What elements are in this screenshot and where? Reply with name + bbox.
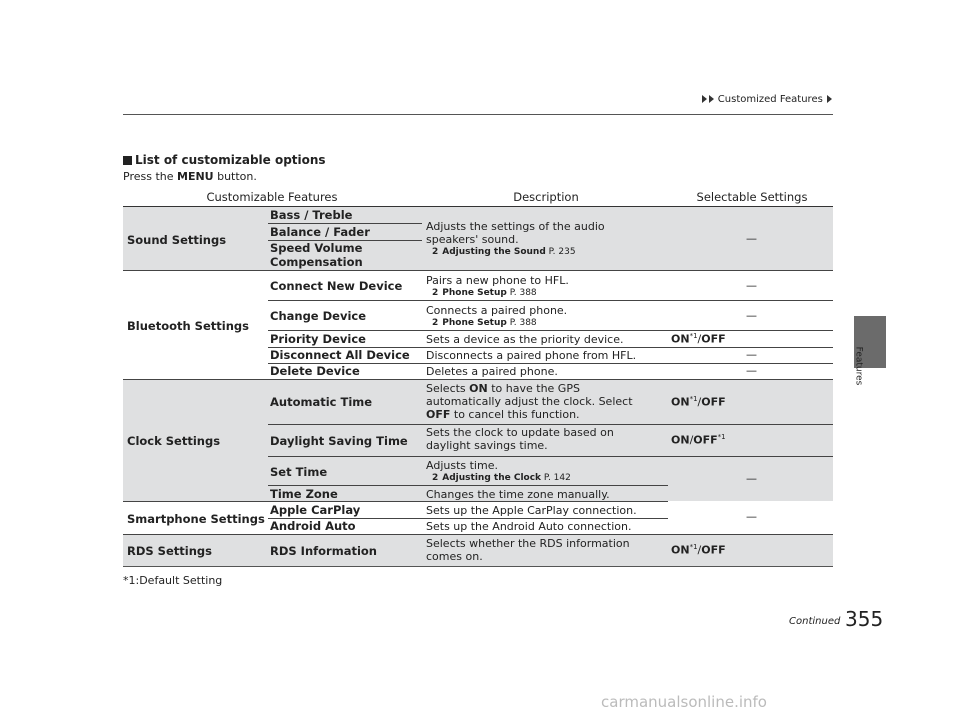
watermark: carmanualsonline.info bbox=[601, 693, 767, 711]
feature-change-device: Change Device bbox=[270, 309, 367, 323]
section-tab-label: Features bbox=[853, 346, 864, 386]
row-divider bbox=[268, 424, 833, 425]
feature-bass-treble: Bass / Treble bbox=[270, 208, 353, 222]
feature-speed-volume-compensation: Speed Volume Compensation bbox=[270, 241, 363, 269]
reference-arrow-icon: 2 bbox=[432, 473, 439, 483]
setting-dash: — bbox=[746, 279, 757, 292]
feature-delete-device: Delete Device bbox=[270, 364, 360, 378]
category-bluetooth-settings: Bluetooth Settings bbox=[127, 319, 249, 333]
intro-text: Press the MENU button. bbox=[123, 170, 257, 183]
row-divider bbox=[268, 300, 833, 301]
section-title: List of customizable options bbox=[123, 153, 326, 167]
reference-adjusting-sound[interactable]: 2 Adjusting the Sound P. 235 bbox=[432, 247, 576, 257]
reference-arrow-icon: 2 bbox=[432, 247, 439, 257]
setting-daylight-saving-time: ON/OFF$^{*1}$ bbox=[671, 433, 726, 447]
row-divider bbox=[123, 270, 833, 271]
feature-rds-information: RDS Information bbox=[270, 544, 377, 558]
arrow-right-icon bbox=[709, 95, 714, 103]
setting-rds-information: ON$^{*1}$/OFF bbox=[671, 543, 726, 557]
row-divider bbox=[268, 485, 668, 486]
description-change-device: Connects a paired phone. 2 Phone Setup P. 388 bbox=[426, 304, 656, 329]
row-divider bbox=[268, 456, 833, 457]
setting-dash: — bbox=[746, 510, 757, 523]
setting-automatic-time: ON$^{*1}$/OFF bbox=[671, 395, 726, 409]
feature-automatic-time: Automatic Time bbox=[270, 395, 373, 409]
square-bullet-icon bbox=[123, 156, 132, 165]
feature-daylight-saving-time: Daylight Saving Time bbox=[270, 434, 408, 448]
feature-priority-device: Priority Device bbox=[270, 332, 366, 346]
setting-priority-device: ON$^{*1}$/OFF bbox=[671, 332, 726, 346]
setting-dash: — bbox=[746, 232, 757, 245]
description-connect-new-device: Pairs a new phone to HFL. 2 Phone Setup P. 388 bbox=[426, 274, 656, 299]
feature-balance-fader: Balance / Fader bbox=[270, 225, 370, 239]
reference-arrow-icon: 2 bbox=[432, 318, 439, 328]
feature-time-zone: Time Zone bbox=[270, 487, 338, 501]
description-automatic-time: Selects ON to have the GPS automatically adjust the clock. Select OFF to cancel this function. bbox=[426, 382, 633, 421]
description-time-zone: Changes the time zone manually. bbox=[426, 488, 610, 501]
category-rds-settings: RDS Settings bbox=[127, 544, 212, 558]
setting-dash: — bbox=[746, 348, 757, 361]
reference-adjusting-clock[interactable]: 2 Adjusting the Clock P. 142 bbox=[432, 473, 571, 483]
column-header-features: Customizable Features bbox=[206, 190, 338, 204]
category-sound-settings: Sound Settings bbox=[127, 233, 227, 247]
description-disconnect-all-device: Disconnects a paired phone from HFL. bbox=[426, 349, 637, 362]
header-rule bbox=[123, 114, 833, 115]
setting-dash: — bbox=[746, 472, 757, 485]
breadcrumb bbox=[701, 94, 833, 105]
row-divider bbox=[123, 501, 668, 502]
arrow-right-icon bbox=[702, 95, 707, 103]
description-rds-information: Selects whether the RDS information comes on. bbox=[426, 537, 630, 563]
description-apple-carplay: Sets up the Apple CarPlay connection. bbox=[426, 504, 637, 517]
customizable-options-table bbox=[123, 190, 833, 568]
column-header-settings: Selectable Settings bbox=[696, 190, 808, 204]
feature-connect-new-device: Connect New Device bbox=[270, 279, 403, 293]
feature-set-time: Set Time bbox=[270, 465, 328, 479]
setting-dash: — bbox=[746, 364, 757, 377]
reference-phone-setup[interactable]: 2 Phone Setup P. 388 bbox=[432, 288, 537, 298]
arrow-right-icon bbox=[827, 95, 832, 103]
description-priority-device: Sets a device as the priority device. bbox=[426, 333, 624, 346]
description-daylight-saving-time: Sets the clock to update based on daylight savings time. bbox=[426, 426, 614, 452]
breadcrumb-label: Customized Features bbox=[717, 94, 823, 105]
continued-label: Continued bbox=[789, 616, 841, 627]
category-clock-settings: Clock Settings bbox=[127, 434, 221, 448]
feature-android-auto: Android Auto bbox=[270, 519, 356, 533]
footnote: *1:Default Setting bbox=[123, 574, 223, 587]
category-smartphone-settings: Smartphone Settings bbox=[127, 512, 265, 526]
row-divider bbox=[268, 330, 833, 331]
reference-arrow-icon: 2 bbox=[432, 288, 439, 298]
description-sound: Adjusts the settings of the audio speakers' sound. 2 Adjusting the Sound P. 235 bbox=[426, 220, 656, 258]
row-divider bbox=[268, 223, 422, 224]
table-bottom-rule bbox=[123, 566, 833, 567]
description-set-time: Adjusts time. 2 Adjusting the Clock P. 142 bbox=[426, 459, 656, 484]
feature-apple-carplay: Apple CarPlay bbox=[270, 503, 361, 517]
feature-disconnect-all-device: Disconnect All Device bbox=[270, 348, 410, 362]
page-number: 355 bbox=[845, 607, 884, 631]
column-header-description: Description bbox=[513, 190, 579, 204]
reference-phone-setup[interactable]: 2 Phone Setup P. 388 bbox=[432, 318, 537, 328]
setting-dash: — bbox=[746, 309, 757, 322]
description-delete-device: Deletes a paired phone. bbox=[426, 365, 558, 378]
description-android-auto: Sets up the Android Auto connection. bbox=[426, 520, 632, 533]
